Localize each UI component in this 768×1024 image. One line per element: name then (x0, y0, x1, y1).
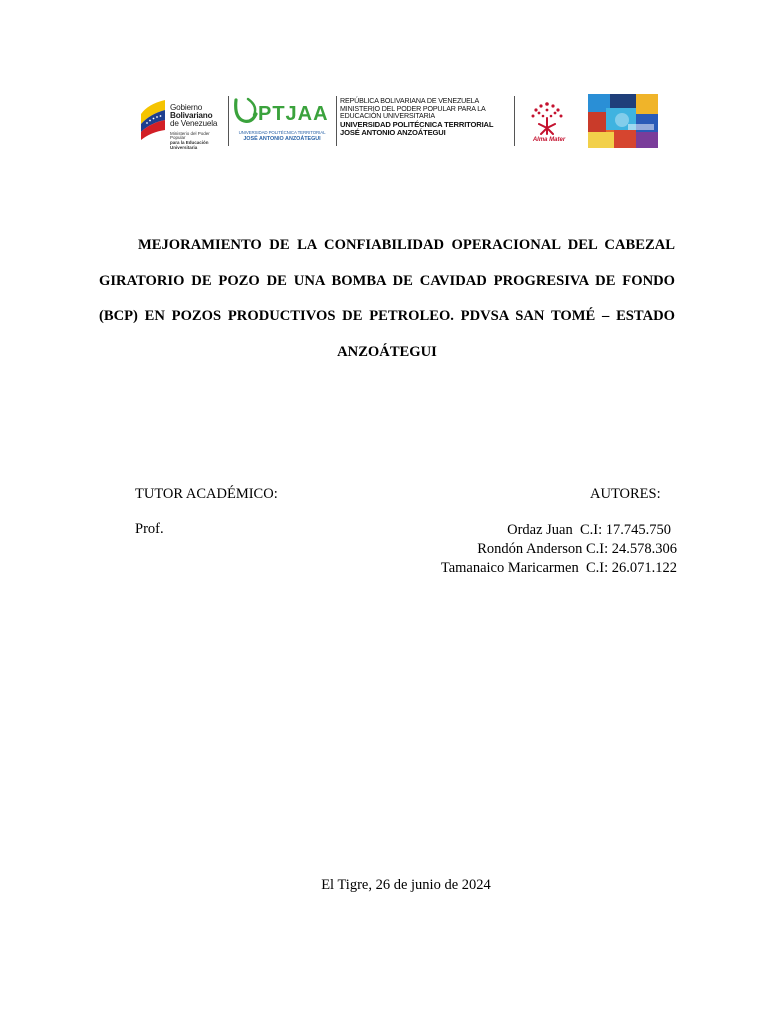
institution-block (340, 98, 516, 137)
svg-text:PTJAA: PTJAA (258, 103, 329, 125)
header-logo-strip (136, 92, 658, 150)
logo-divider (336, 96, 337, 146)
tutor-label: TUTOR ACADÉMICO: (135, 486, 278, 502)
logo-divider (514, 96, 515, 146)
uptjaa-subtitle-1: UNIVERSIDAD POLITÉCNICA TERRITORIAL (238, 130, 326, 135)
tutor-name: Prof. (135, 521, 164, 537)
alma-mater-logo (522, 100, 574, 146)
author-row: Rondón Anderson C.I: 24.578.306 (477, 541, 677, 558)
institution-line4: UNIVERSIDAD POLITÉCNICA TERRITORIAL (340, 119, 494, 129)
uptjaa-logo (232, 96, 332, 146)
place-date: El Tigre, 26 de junio de 2024 (321, 877, 491, 893)
author-row: Ordaz Juan C.I: 17.745.750 (507, 522, 671, 538)
institution-line2: MINISTERIO DEL PODER POPULAR PARA LA (340, 104, 486, 113)
gobierno-bolivariano-logo (136, 96, 226, 150)
gobierno-line1: Gobierno (170, 103, 203, 112)
uptjaa-wordmark-icon (232, 96, 332, 126)
gobierno-sub2: para la Educación Universitaria (170, 140, 209, 150)
authors-list (380, 521, 677, 579)
collage-logo-icon (588, 94, 658, 148)
gobierno-sub1: Ministerio del Poder Popular (170, 130, 210, 141)
alma-mater-label: Alma Mater (532, 137, 566, 143)
document-title: MEJORAMIENTO DE LA CONFIABILIDAD OPERACIONAL DEL CABEZAL GIRATORIO DE POZO DE UNA BOMBA DE CAVIDAD PROGRESIVA DE FONDO (BCP) EN POZOS PRODUCTIVOS DE PETROLEO. PDVSA SAN TOMÉ – ESTADO ANZOÁTEGUI (99, 237, 675, 360)
institution-line3: EDUCACIÓN UNIVERSITARIA (340, 112, 435, 121)
authors-label: AUTORES: (590, 486, 661, 502)
venezuela-flag-icon (138, 96, 168, 142)
gobierno-line2: Bolivariano (170, 111, 213, 121)
author-row: Tamanaico Maricarmen C.I: 26.071.122 (440, 560, 677, 577)
gobierno-line3: de Venezuela (170, 119, 218, 129)
uptjaa-subtitle-2: JOSÉ ANTONIO ANZOÁTEGUI (243, 136, 321, 142)
alma-mater-tree-icon (522, 100, 574, 138)
institution-line1: REPÚBLICA BOLIVARIANA DE VENEZUELA (340, 97, 480, 105)
logo-divider (228, 96, 229, 146)
institution-line5: JOSÉ ANTONIO ANZOÁTEGUI (340, 128, 446, 138)
